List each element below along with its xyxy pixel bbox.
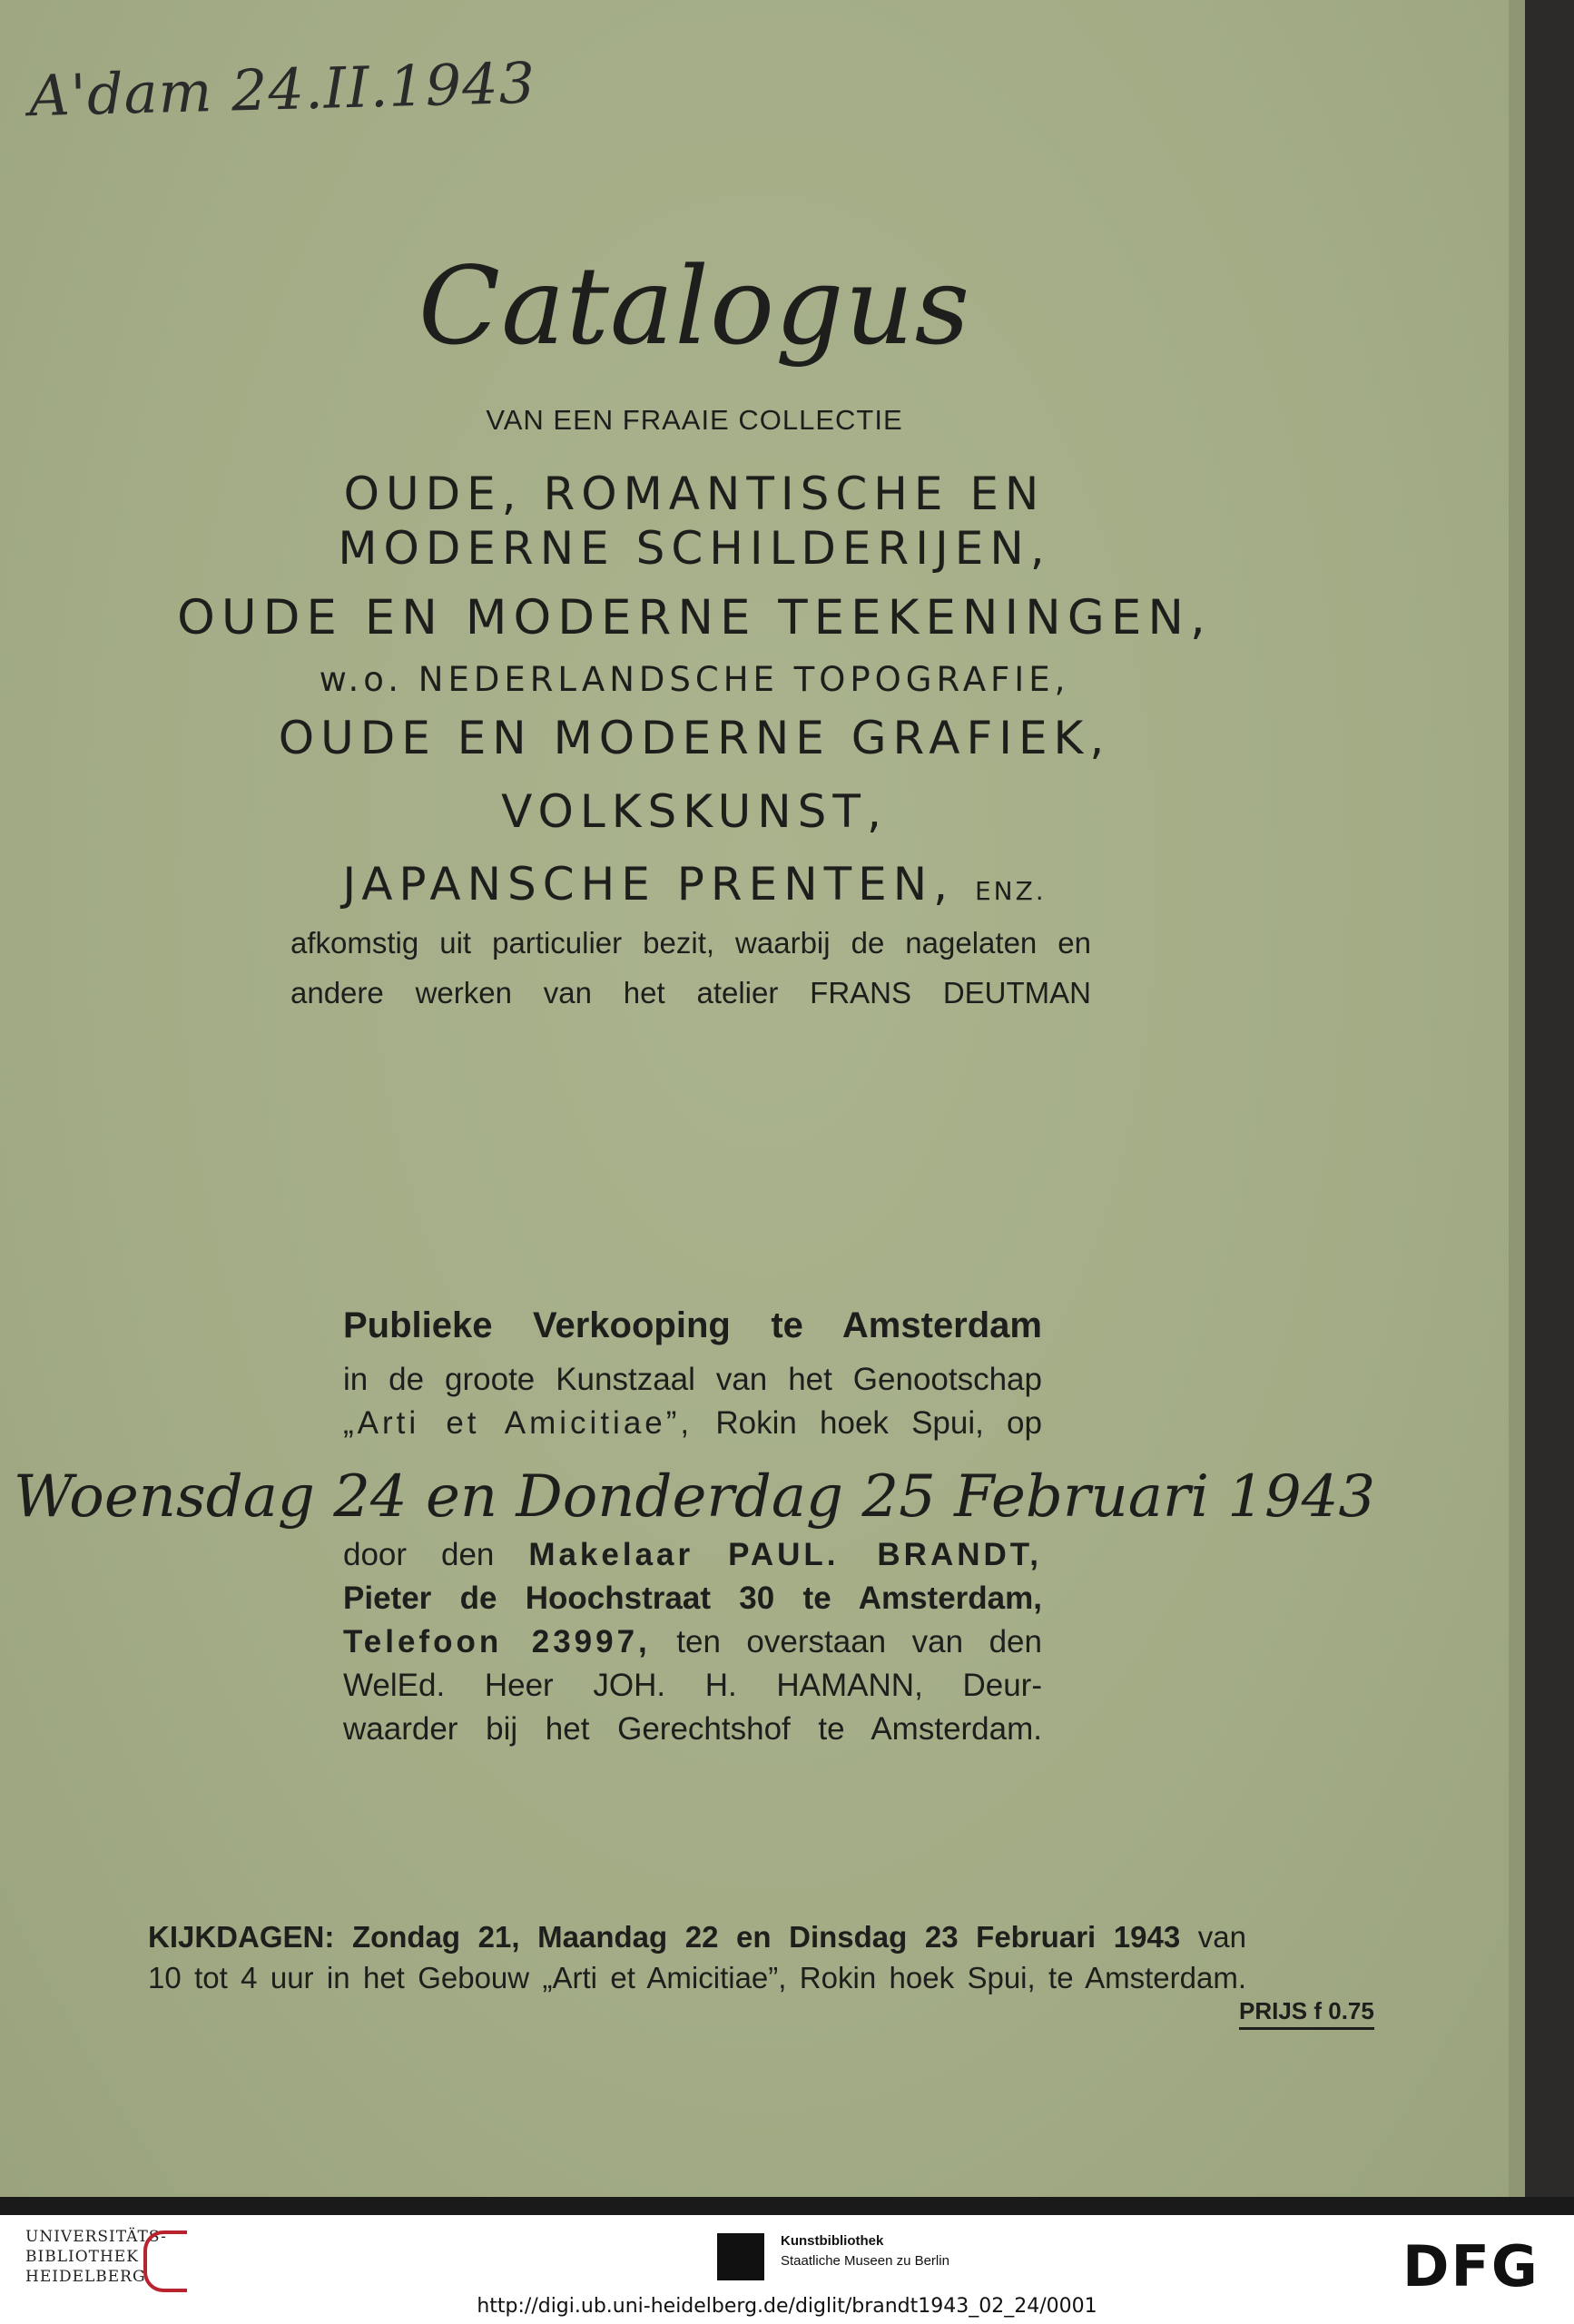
makelaar-label: Makelaar: [528, 1537, 694, 1572]
sale-heading: Publieke Verkooping te Amsterdam: [343, 1305, 1042, 1345]
sale-venue-line: in de groote Kunstzaal van het Genootschap: [343, 1362, 1042, 1397]
source-url[interactable]: http://digi.ub.uni-heidelberg.de/diglit/brandt1943_02_24/0001: [477, 2295, 1097, 2318]
broker-name: PAUL. BRANDT,: [728, 1537, 1043, 1572]
viewing-van: van: [1197, 1920, 1247, 1954]
sale-venue-line-2: [343, 1405, 1042, 1442]
notary-line-2: waarder bij het Gerechtshof te Amsterdam.: [343, 1711, 1042, 1747]
page-edge: [1509, 0, 1525, 2197]
category-line: OUDE EN MODERNE TEEKENINGEN,: [177, 590, 1212, 645]
spine-shadow: [1525, 0, 1574, 2197]
broker-address: Pieter de Hoochstraat 30 te Amsterdam,: [343, 1581, 1042, 1616]
kunstbibliothek-title: Kunstbibliothek: [781, 2233, 884, 2249]
handwritten-note: A'dam 24.II.1943: [28, 49, 536, 130]
catalogue-title: Catalogus: [418, 243, 971, 369]
door-den: door den: [343, 1537, 495, 1572]
category-line: w.o. NEDERLANDSCHE TOPOGRAFIE,: [319, 660, 1070, 699]
price-label: PRIJS f 0.75: [1239, 1997, 1374, 2030]
telefoon-number: Telefoon 23997,: [343, 1624, 651, 1659]
notary-line: WelEd. Heer JOH. H. HAMANN, Deur-: [343, 1668, 1042, 1703]
viewing-label: KIJKDAGEN:: [148, 1920, 335, 1954]
logo-text-line: HEIDELBERG: [25, 2268, 146, 2286]
category-line: MODERNE SCHILDERIJEN,: [338, 522, 1051, 575]
category-line: OUDE EN MODERNE GRAFIEK,: [278, 712, 1111, 764]
category-line: VOLKSKUNST,: [501, 785, 888, 838]
provenance-line: afkomstig uit particulier bezit, waarbij de nagelaten en: [290, 926, 1091, 960]
enz-label: ENZ.: [974, 876, 1047, 906]
telefoon-line: [343, 1624, 1042, 1660]
logo-text-line: BIBLIOTHEK: [25, 2248, 139, 2266]
eagle-icon: [717, 2233, 764, 2280]
provenance-line: andere werken van het atelier FRANS DEUTMAN: [290, 976, 1091, 1009]
venue-name: „Arti et Amicitiae”,: [343, 1405, 694, 1441]
dfg-logo: DFG: [1402, 2233, 1540, 2299]
category-line: OUDE, ROMANTISCHE EN: [343, 468, 1046, 520]
overstaan-text: ten overstaan van den: [676, 1624, 1042, 1659]
catalogue-subtitle: VAN EEN FRAAIE COLLECTIE: [486, 404, 903, 436]
viewing-days: Zondag 21, Maandag 22 en Dinsdag 23 Februari 1943: [351, 1920, 1181, 1954]
category-text: JAPANSCHE PRENTEN,: [342, 858, 955, 911]
venue-location: Rokin hoek Spui, op: [715, 1405, 1042, 1441]
viewing-line: [148, 1920, 1246, 1955]
heidelberg-logo: [25, 2227, 167, 2287]
category-line-japanese: [0, 858, 1389, 911]
viewing-line-2: 10 tot 4 uur in het Gebouw „Arti et Amicitiae”, Rokin hoek Spui, te Amsterdam.: [148, 1961, 1246, 1994]
kunstbibliothek-subtitle: Staatliche Museen zu Berlin: [781, 2253, 949, 2269]
logo-text-line: UNIVERSITÄTS-: [25, 2228, 167, 2246]
sale-dates: Woensdag 24 en Donderdag 25 Februari 1943: [13, 1463, 1376, 1531]
broker-line: [343, 1537, 1042, 1573]
heidelberg-mark-icon: [143, 2230, 187, 2292]
